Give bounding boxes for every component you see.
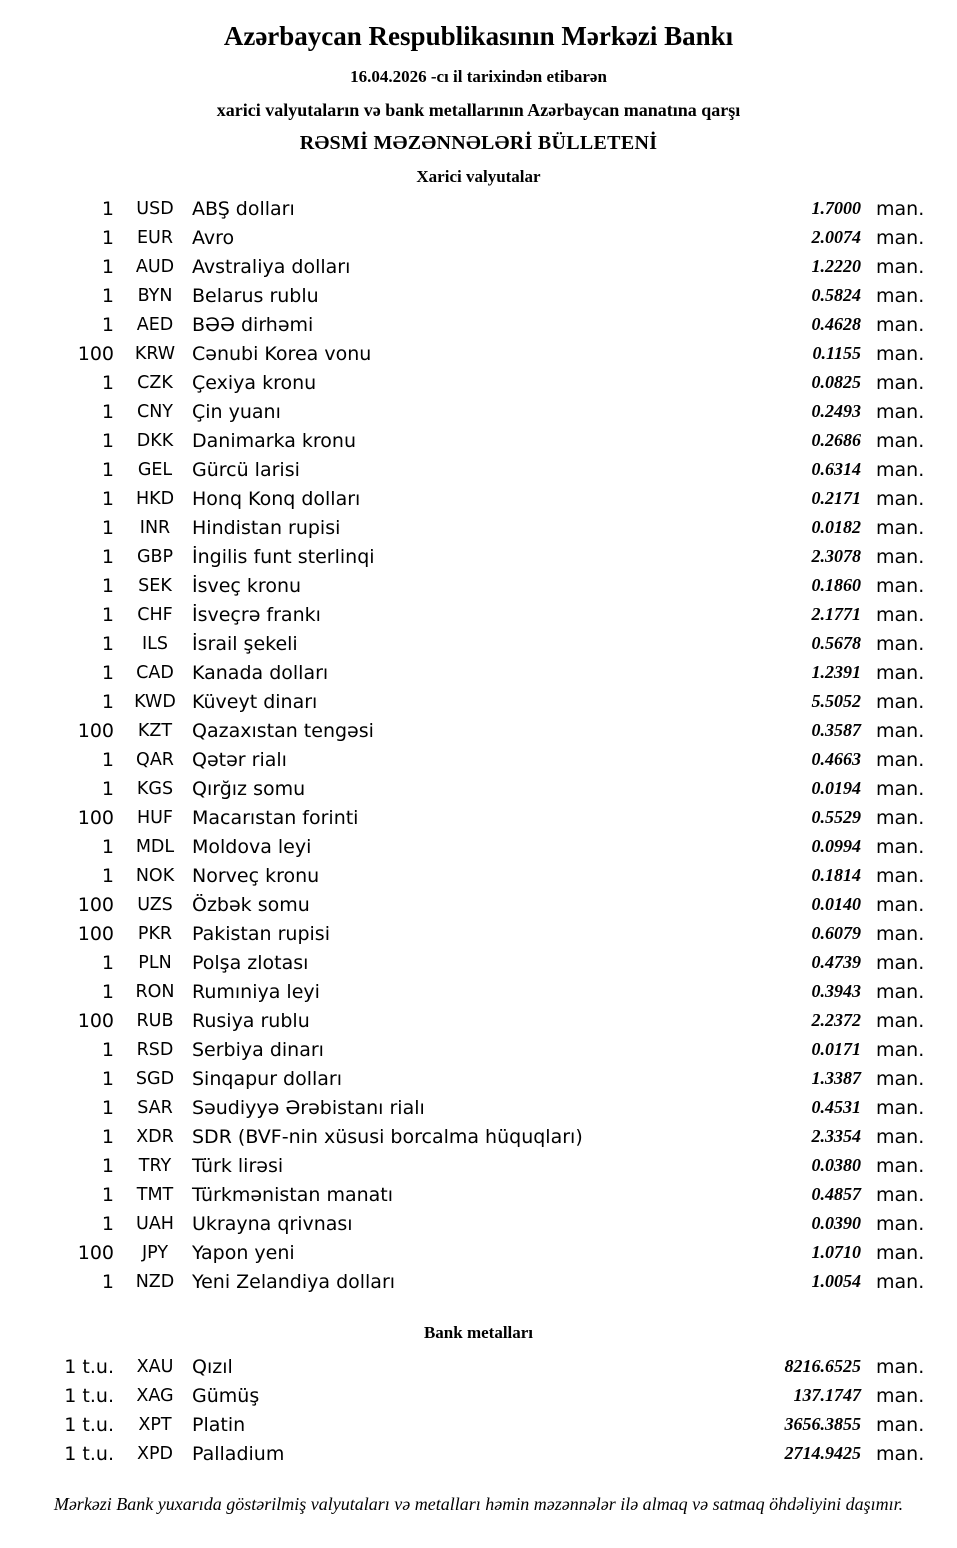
currency-code: INR	[139, 517, 171, 538]
currency-unit-label: man.	[876, 545, 925, 568]
currency-rate: 0.0825	[811, 372, 861, 392]
currency-quantity: 100	[77, 342, 114, 365]
currency-rate: 0.2171	[811, 488, 861, 508]
currency-unit-label: man.	[876, 255, 925, 278]
metal-code: XPD	[136, 1443, 174, 1464]
metal-quantity: 1 t.u.	[64, 1355, 114, 1378]
currency-row	[0, 1151, 927, 1180]
currency-rate: 1.7000	[811, 198, 861, 218]
currency-code: SAR	[137, 1097, 173, 1118]
currency-unit-label: man.	[876, 922, 925, 945]
currency-unit-label: man.	[876, 951, 925, 974]
currency-name: Küveyt dinarı	[192, 690, 318, 713]
currency-code: DKK	[136, 430, 174, 451]
currency-unit-label: man.	[876, 893, 925, 916]
currency-unit-label: man.	[876, 1212, 925, 1235]
currency-name: Ukrayna qrivnası	[192, 1212, 353, 1235]
currency-name: SDR (BVF-nin xüsusi borcalma hüquqları)	[192, 1125, 583, 1148]
metal-rate: 8216.6525	[784, 1356, 861, 1376]
currency-unit-label: man.	[876, 313, 925, 336]
currency-code: KWD	[134, 691, 176, 712]
currency-name: İsveç kronu	[192, 574, 302, 597]
currency-quantity: 100	[77, 1241, 114, 1264]
currency-code: CZK	[137, 372, 173, 393]
metal-rate: 137.1747	[793, 1385, 861, 1405]
currency-row	[0, 861, 927, 890]
metal-unit-label: man.	[876, 1355, 925, 1378]
currency-unit-label: man.	[876, 516, 925, 539]
currency-row	[0, 919, 927, 948]
currency-quantity: 1	[101, 371, 114, 394]
currency-unit-label: man.	[876, 835, 925, 858]
currency-rate: 0.0390	[811, 1213, 861, 1233]
metal-name: Palladium	[192, 1442, 285, 1465]
currency-rate: 0.4663	[811, 749, 861, 769]
currency-row	[0, 310, 927, 339]
currency-quantity: 1	[101, 226, 114, 249]
metal-row	[0, 1381, 927, 1410]
currency-code: RUB	[136, 1010, 174, 1031]
currency-quantity: 1	[101, 545, 114, 568]
currency-unit-label: man.	[876, 864, 925, 887]
currency-unit-label: man.	[876, 1067, 925, 1090]
currency-quantity: 1	[101, 516, 114, 539]
currency-rate: 2.0074	[811, 227, 861, 247]
metal-row	[0, 1352, 927, 1381]
currency-rate: 2.1771	[811, 604, 861, 624]
currency-unit-label: man.	[876, 603, 925, 626]
currency-row	[0, 1064, 927, 1093]
currency-rate: 1.0054	[811, 1271, 861, 1291]
currency-unit-label: man.	[876, 661, 925, 684]
currency-name: Honq Konq dolları	[192, 487, 361, 510]
currency-unit-label: man.	[876, 284, 925, 307]
currency-code: EUR	[136, 227, 174, 248]
currency-name: Sinqapur dolları	[192, 1067, 343, 1090]
currency-code: UAH	[136, 1213, 174, 1234]
currency-code: GEL	[137, 459, 173, 480]
currency-row	[0, 1122, 927, 1151]
currency-row	[0, 542, 927, 571]
currency-code: CHF	[137, 604, 173, 625]
currency-row	[0, 1180, 927, 1209]
currencies-section-title: Xarici valyutalar	[416, 167, 541, 186]
currency-unit-label: man.	[876, 458, 925, 481]
currency-name: Rumıniya leyi	[192, 980, 320, 1003]
currency-code: BYN	[137, 285, 173, 306]
currency-row	[0, 223, 927, 252]
currency-unit-label: man.	[876, 1241, 925, 1264]
currency-name: Cənubi Korea vonu	[192, 342, 372, 365]
currency-name: Türk lirəsi	[192, 1154, 284, 1177]
currency-code: TMT	[136, 1184, 174, 1205]
currency-unit-label: man.	[876, 574, 925, 597]
currency-name: Yeni Zelandiya dolları	[192, 1270, 396, 1293]
currency-quantity: 100	[77, 893, 114, 916]
currency-code: HKD	[135, 488, 175, 509]
currency-rate: 1.3387	[811, 1068, 861, 1088]
currency-row	[0, 1006, 927, 1035]
currency-rate: 0.1814	[811, 865, 861, 885]
currency-code: GBP	[136, 546, 174, 567]
currency-quantity: 1	[101, 632, 114, 655]
currency-code: PLN	[138, 952, 172, 973]
currency-rate: 0.4531	[811, 1097, 861, 1117]
currency-row	[0, 803, 927, 832]
currency-row	[0, 252, 927, 281]
currency-quantity: 100	[77, 1009, 114, 1032]
currency-rate: 5.5052	[811, 691, 861, 711]
currency-unit-label: man.	[876, 777, 925, 800]
currency-code: TRY	[138, 1155, 172, 1176]
currency-code: AED	[136, 314, 174, 335]
currency-code: JPY	[141, 1242, 169, 1263]
currency-name: Serbiya dinarı	[192, 1038, 324, 1061]
currency-code: RON	[135, 981, 175, 1002]
currency-name: Hindistan rupisi	[192, 516, 341, 539]
currency-name: Avstraliya dolları	[192, 255, 351, 278]
currency-row	[0, 1093, 927, 1122]
currency-unit-label: man.	[876, 980, 925, 1003]
currency-name: ABŞ dolları	[192, 197, 295, 220]
currency-row	[0, 948, 927, 977]
currency-rate: 2.2372	[811, 1010, 861, 1030]
currency-quantity: 1	[101, 400, 114, 423]
currency-name: BƏƏ dirhəmi	[192, 313, 314, 336]
currency-quantity: 100	[77, 806, 114, 829]
currency-name: Rusiya rublu	[192, 1009, 310, 1032]
currency-quantity: 1	[101, 864, 114, 887]
currency-unit-label: man.	[876, 806, 925, 829]
currency-row	[0, 716, 927, 745]
currency-unit-label: man.	[876, 1009, 925, 1032]
currency-row	[0, 571, 927, 600]
currency-quantity: 1	[101, 951, 114, 974]
currency-unit-label: man.	[876, 1183, 925, 1206]
metal-rate: 2714.9425	[784, 1443, 861, 1463]
currency-unit-label: man.	[876, 226, 925, 249]
currency-quantity: 1	[101, 835, 114, 858]
currency-code: SGD	[135, 1068, 175, 1089]
metal-code: XPT	[138, 1414, 172, 1435]
currency-code: QAR	[136, 749, 174, 770]
currency-quantity: 1	[101, 1067, 114, 1090]
currency-unit-label: man.	[876, 487, 925, 510]
currency-code: ILS	[141, 633, 169, 654]
currency-quantity: 1	[101, 748, 114, 771]
currency-row	[0, 513, 927, 542]
metal-quantity: 1 t.u.	[64, 1413, 114, 1436]
currency-rate: 0.2686	[811, 430, 861, 450]
currency-name: Yapon yeni	[192, 1241, 295, 1264]
currency-unit-label: man.	[876, 371, 925, 394]
currency-row	[0, 339, 927, 368]
currency-code: PKR	[137, 923, 173, 944]
currency-quantity: 1	[101, 313, 114, 336]
currency-unit-label: man.	[876, 197, 925, 220]
currency-code: USD	[136, 198, 174, 219]
currency-quantity: 1	[101, 1154, 114, 1177]
currency-code: HUF	[136, 807, 174, 828]
disclaimer-text: Mərkəzi Bank yuxarıda göstərilmiş valyutaları və metalları həmin məzənnələr ilə almaq və satmaq öhdəliyini daşımır.	[53, 1494, 904, 1514]
metal-code: XAG	[136, 1385, 174, 1406]
currency-row	[0, 774, 927, 803]
currency-name: Kanada dolları	[192, 661, 329, 684]
currency-rate: 0.5678	[811, 633, 861, 653]
currency-rate: 0.0140	[811, 894, 861, 914]
currency-name: İsveçrə frankı	[192, 603, 321, 626]
currency-rate: 0.5824	[811, 285, 861, 305]
currency-unit-label: man.	[876, 748, 925, 771]
currency-code: CAD	[136, 662, 174, 683]
currency-unit-label: man.	[876, 1125, 925, 1148]
metal-row	[0, 1410, 927, 1439]
currency-quantity: 1	[101, 487, 114, 510]
currency-quantity: 100	[77, 719, 114, 742]
currency-quantity: 1	[101, 1270, 114, 1293]
currency-quantity: 100	[77, 922, 114, 945]
currency-rate: 0.0380	[811, 1155, 861, 1175]
currency-quantity: 1	[101, 980, 114, 1003]
currency-unit-label: man.	[876, 429, 925, 452]
currency-row	[0, 484, 927, 513]
currency-rate: 1.2220	[811, 256, 861, 276]
currency-name: Danimarka kronu	[192, 429, 357, 452]
currency-rate: 2.3354	[811, 1126, 861, 1146]
currency-rate: 0.1155	[812, 343, 861, 363]
currency-quantity: 1	[101, 574, 114, 597]
currency-code: RSD	[136, 1039, 174, 1060]
currency-unit-label: man.	[876, 719, 925, 742]
currency-quantity: 1	[101, 777, 114, 800]
currency-row	[0, 687, 927, 716]
currency-name: Avro	[192, 226, 235, 249]
metal-row	[0, 1439, 927, 1468]
bulletin-header	[0, 20, 957, 156]
currency-name: Norveç kronu	[192, 864, 320, 887]
currency-rate: 0.2493	[811, 401, 861, 421]
currency-name: Türkmənistan manatı	[192, 1183, 394, 1206]
metal-unit-label: man.	[876, 1413, 925, 1436]
currency-name: Qazaxıstan tengəsi	[192, 719, 374, 742]
metal-quantity: 1 t.u.	[64, 1384, 114, 1407]
currency-name: Çexiya kronu	[192, 371, 317, 394]
currency-row	[0, 1209, 927, 1238]
currency-quantity: 1	[101, 284, 114, 307]
currency-rate: 0.0194	[811, 778, 861, 798]
metal-rate: 3656.3855	[784, 1414, 861, 1434]
currency-row	[0, 194, 927, 223]
currency-rate: 1.2391	[811, 662, 861, 682]
currency-name: Gürcü larisi	[192, 458, 300, 481]
metal-name: Gümüş	[192, 1384, 260, 1407]
currency-unit-label: man.	[876, 1038, 925, 1061]
currency-quantity: 1	[101, 603, 114, 626]
effective-date: 16.04.2026 -cı il tarixindən etibarən	[350, 67, 607, 86]
currency-row	[0, 745, 927, 774]
currency-unit-label: man.	[876, 342, 925, 365]
currency-unit-label: man.	[876, 1096, 925, 1119]
currency-name: Macarıstan forinti	[192, 806, 359, 829]
currency-name: Moldova leyi	[192, 835, 312, 858]
currency-quantity: 1	[101, 1125, 114, 1148]
currency-row	[0, 1267, 927, 1296]
metals-table	[0, 1352, 957, 1468]
currency-unit-label: man.	[876, 632, 925, 655]
currency-row	[0, 1238, 927, 1267]
currency-row	[0, 426, 927, 455]
currency-rate: 0.0182	[811, 517, 861, 537]
currency-name: Polşa zlotası	[192, 951, 309, 974]
currency-code: KRW	[134, 343, 176, 364]
currency-quantity: 1	[101, 690, 114, 713]
metal-quantity: 1 t.u.	[64, 1442, 114, 1465]
currency-name: Özbək somu	[192, 893, 310, 916]
metal-name: Qızıl	[192, 1355, 233, 1378]
currency-rate: 0.6314	[811, 459, 861, 479]
metals-section-title: Bank metalları	[423, 1323, 534, 1342]
currency-rate: 0.4628	[811, 314, 861, 334]
currency-code: NZD	[135, 1271, 175, 1292]
currency-rate: 0.4857	[811, 1184, 861, 1204]
currency-name: Çin yuanı	[192, 400, 281, 423]
metal-unit-label: man.	[876, 1442, 925, 1465]
currency-unit-label: man.	[876, 400, 925, 423]
currency-row	[0, 368, 927, 397]
currency-quantity: 1	[101, 1183, 114, 1206]
currency-rate: 0.4739	[811, 952, 861, 972]
currency-code: MDL	[135, 836, 175, 857]
currency-code: XDR	[136, 1126, 174, 1147]
bulletin-title: RƏSMİ MƏZƏNNƏLƏRİ BÜLLETENİ	[299, 132, 658, 154]
currency-quantity: 1	[101, 661, 114, 684]
currency-row	[0, 832, 927, 861]
currency-quantity: 1	[101, 1096, 114, 1119]
currency-rate: 0.5529	[811, 807, 861, 827]
metal-name: Platin	[192, 1413, 246, 1436]
currency-rate: 0.3943	[811, 981, 861, 1001]
currency-name: Qətər rialı	[192, 748, 287, 771]
bulletin-subtitle: xarici valyutaların və bank metallarının Azərbaycan manatına qarşı	[216, 100, 741, 120]
currency-row	[0, 658, 927, 687]
bank-title: Azərbaycan Respublikasının Mərkəzi Bankı	[223, 21, 734, 51]
currency-rate: 1.0710	[811, 1242, 861, 1262]
currency-rate: 0.0171	[811, 1039, 861, 1059]
currency-quantity: 1	[101, 255, 114, 278]
currency-code: AUD	[135, 256, 175, 277]
currency-code: KZT	[137, 720, 173, 741]
currency-code: CNY	[137, 401, 173, 422]
currency-unit-label: man.	[876, 1270, 925, 1293]
currency-rate: 2.3078	[811, 546, 861, 566]
currency-quantity: 1	[101, 1038, 114, 1061]
currency-code: UZS	[137, 894, 173, 915]
currency-row	[0, 1035, 927, 1064]
metal-unit-label: man.	[876, 1384, 925, 1407]
currency-rate: 0.1860	[811, 575, 861, 595]
currency-code: SEK	[138, 575, 172, 596]
currency-row	[0, 455, 927, 484]
currency-rate: 0.6079	[811, 923, 861, 943]
currency-code: NOK	[135, 865, 175, 886]
currency-name: İsrail şekeli	[192, 632, 298, 655]
bulletin-footer	[0, 1492, 957, 1516]
currency-quantity: 1	[101, 458, 114, 481]
currency-unit-label: man.	[876, 690, 925, 713]
currency-quantity: 1	[101, 429, 114, 452]
currency-row	[0, 281, 927, 310]
currency-row	[0, 629, 927, 658]
currency-name: Belarus rublu	[192, 284, 319, 307]
currency-table	[0, 194, 957, 1296]
currency-row	[0, 977, 927, 1006]
currency-name: Qırğız somu	[192, 777, 306, 800]
currency-row	[0, 890, 927, 919]
currency-row	[0, 600, 927, 629]
currency-row	[0, 397, 927, 426]
currency-name: Səudiyyə Ərəbistanı rialı	[192, 1096, 425, 1119]
currency-unit-label: man.	[876, 1154, 925, 1177]
currency-rate: 0.0994	[811, 836, 861, 856]
currency-name: İngilis funt sterlinqi	[192, 545, 375, 568]
metal-code: XAU	[136, 1356, 174, 1377]
currency-name: Pakistan rupisi	[192, 922, 330, 945]
currency-rate: 0.3587	[811, 720, 861, 740]
currency-quantity: 1	[101, 1212, 114, 1235]
currency-code: KGS	[136, 778, 174, 799]
currency-quantity: 1	[101, 197, 114, 220]
